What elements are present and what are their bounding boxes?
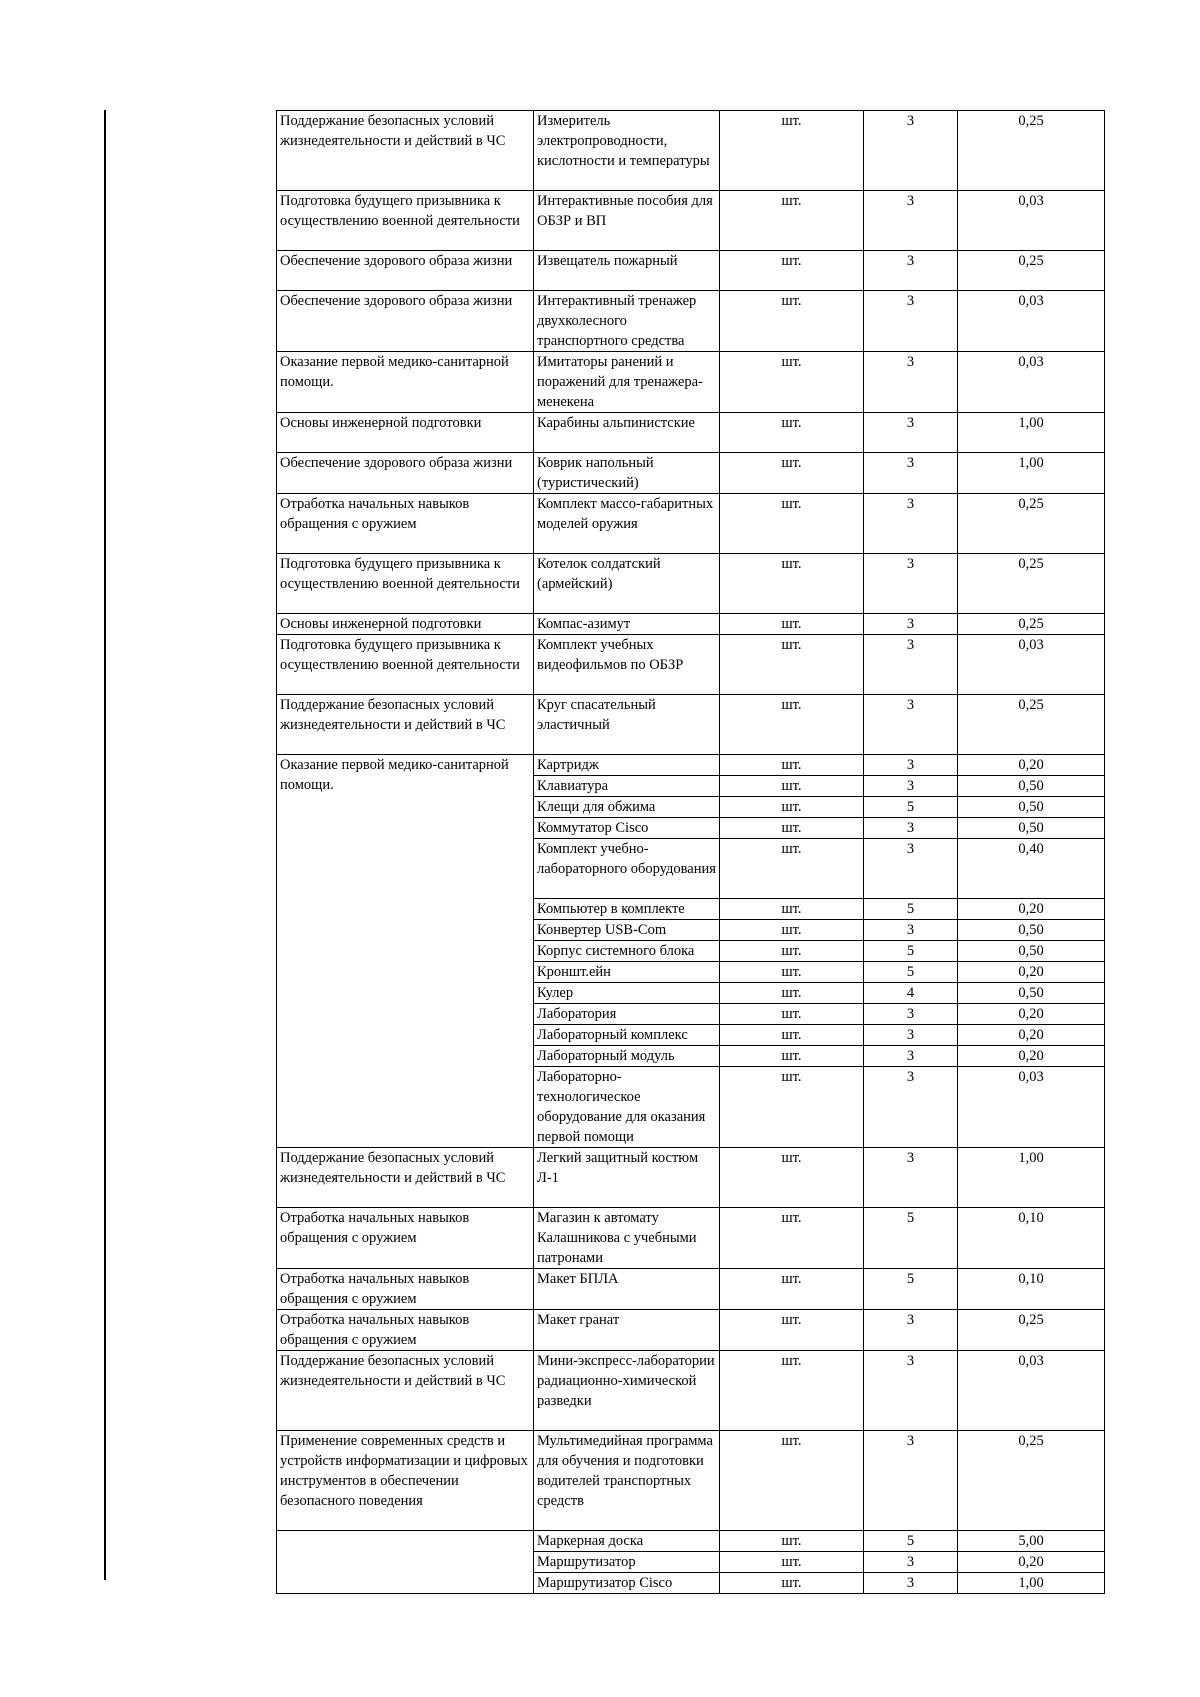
unit-cell: шт.: [720, 899, 864, 920]
equipment-table: [276, 110, 1105, 1594]
item-cell: Компьютер в комплекте: [534, 899, 720, 920]
coefficient-cell: 0,50: [958, 776, 1105, 797]
item-cell: Лабораторный комплекс: [534, 1025, 720, 1046]
coefficient-cell: 0,20: [958, 1025, 1105, 1046]
item-cell: Конвертер USB-Com: [534, 920, 720, 941]
coefficient-cell: 0,03: [958, 191, 1105, 251]
quantity-cell: 3: [864, 614, 958, 635]
coefficient-cell: 0,40: [958, 839, 1105, 899]
coefficient-cell: 0,03: [958, 1351, 1105, 1431]
item-cell: Лабораторный модуль: [534, 1046, 720, 1067]
item-cell: Маркерная доска: [534, 1531, 720, 1552]
unit-cell: шт.: [720, 797, 864, 818]
unit-cell: шт.: [720, 755, 864, 776]
item-cell: Коммутатор Cisco: [534, 818, 720, 839]
item-cell: Кроншт.ейн: [534, 962, 720, 983]
quantity-cell: 5: [864, 1208, 958, 1269]
quantity-cell: 3: [864, 635, 958, 695]
item-cell: Измеритель электропроводности, кислотности и температуры: [534, 111, 720, 191]
unit-cell: шт.: [720, 1067, 864, 1148]
item-cell: Клавиатура: [534, 776, 720, 797]
quantity-cell: 3: [864, 1310, 958, 1351]
item-cell: Комплект учебных видеофильмов по ОБЗР: [534, 635, 720, 695]
quantity-cell: 5: [864, 1531, 958, 1552]
quantity-cell: 3: [864, 554, 958, 614]
coefficient-cell: 1,00: [958, 453, 1105, 494]
coefficient-cell: 0,20: [958, 1004, 1105, 1025]
unit-cell: шт.: [720, 635, 864, 695]
unit-cell: шт.: [720, 111, 864, 191]
coefficient-cell: 0,10: [958, 1208, 1105, 1269]
item-cell: Магазин к автомату Калашникова с учебными патронами: [534, 1208, 720, 1269]
quantity-cell: 3: [864, 494, 958, 554]
coefficient-cell: 0,03: [958, 635, 1105, 695]
coefficient-cell: 0,25: [958, 251, 1105, 291]
table-row: [277, 614, 1105, 635]
table-row: [277, 453, 1105, 494]
coefficient-cell: 0,20: [958, 962, 1105, 983]
unit-cell: шт.: [720, 1431, 864, 1531]
item-cell: Карабины альпинистские: [534, 413, 720, 453]
unit-cell: шт.: [720, 1269, 864, 1310]
quantity-cell: 3: [864, 1148, 958, 1208]
coefficient-cell: 0,20: [958, 755, 1105, 776]
item-cell: Макет гранат: [534, 1310, 720, 1351]
unit-cell: шт.: [720, 695, 864, 755]
item-cell: Легкий защитный костюм Л-1: [534, 1148, 720, 1208]
unit-cell: шт.: [720, 1531, 864, 1552]
table-row: [277, 291, 1105, 352]
unit-cell: шт.: [720, 1573, 864, 1594]
unit-cell: шт.: [720, 1310, 864, 1351]
item-cell: Извещатель пожарный: [534, 251, 720, 291]
quantity-cell: 3: [864, 1025, 958, 1046]
equipment-table-body: [277, 111, 1105, 1594]
coefficient-cell: 0,20: [958, 899, 1105, 920]
unit-cell: шт.: [720, 554, 864, 614]
quantity-cell: 3: [864, 1573, 958, 1594]
section-cell: Поддержание безопасных условий жизнедеятельности и действий в ЧС: [277, 1148, 534, 1208]
unit-cell: шт.: [720, 818, 864, 839]
table-row: [277, 1431, 1105, 1531]
unit-cell: шт.: [720, 839, 864, 899]
unit-cell: шт.: [720, 920, 864, 941]
coefficient-cell: 1,00: [958, 1573, 1105, 1594]
quantity-cell: 3: [864, 352, 958, 413]
quantity-cell: 3: [864, 776, 958, 797]
coefficient-cell: 0,50: [958, 920, 1105, 941]
unit-cell: шт.: [720, 352, 864, 413]
coefficient-cell: 0,03: [958, 291, 1105, 352]
quantity-cell: 3: [864, 191, 958, 251]
quantity-cell: 3: [864, 413, 958, 453]
quantity-cell: 5: [864, 962, 958, 983]
table-row: [277, 1531, 1105, 1552]
table-row: [277, 1310, 1105, 1351]
table-row: [277, 1269, 1105, 1310]
table-row: [277, 635, 1105, 695]
coefficient-cell: 0,25: [958, 695, 1105, 755]
coefficient-cell: 0,20: [958, 1046, 1105, 1067]
quantity-cell: 3: [864, 839, 958, 899]
unit-cell: шт.: [720, 1552, 864, 1573]
quantity-cell: 5: [864, 797, 958, 818]
table-row: [277, 191, 1105, 251]
margin-rule: [104, 110, 106, 1580]
unit-cell: шт.: [720, 1004, 864, 1025]
quantity-cell: 3: [864, 920, 958, 941]
coefficient-cell: 5,00: [958, 1531, 1105, 1552]
item-cell: Клещи для обжима: [534, 797, 720, 818]
item-cell: Круг спасательный эластичный: [534, 695, 720, 755]
quantity-cell: 3: [864, 1004, 958, 1025]
unit-cell: шт.: [720, 1046, 864, 1067]
quantity-cell: 3: [864, 111, 958, 191]
coefficient-cell: 0,50: [958, 941, 1105, 962]
item-cell: Корпус системного блока: [534, 941, 720, 962]
section-cell: Основы инженерной подготовки: [277, 614, 534, 635]
unit-cell: шт.: [720, 983, 864, 1004]
quantity-cell: 3: [864, 695, 958, 755]
unit-cell: шт.: [720, 776, 864, 797]
section-cell: Отработка начальных навыков обращения с оружием: [277, 1269, 534, 1310]
coefficient-cell: 0,25: [958, 614, 1105, 635]
section-cell: Применение современных средств и устройств информатизации и цифровых инструментов в обеспечении безопасного поведения: [277, 1431, 534, 1531]
unit-cell: шт.: [720, 1148, 864, 1208]
item-cell: Макет БПЛА: [534, 1269, 720, 1310]
section-cell: Оказание первой медико-санитарной помощи.: [277, 755, 534, 1148]
item-cell: Интерактивный тренажер двухколесного транспортного средства: [534, 291, 720, 352]
coefficient-cell: 0,20: [958, 1552, 1105, 1573]
coefficient-cell: 1,00: [958, 1148, 1105, 1208]
table-row: [277, 251, 1105, 291]
quantity-cell: 3: [864, 755, 958, 776]
unit-cell: шт.: [720, 1351, 864, 1431]
section-cell: [277, 1531, 534, 1594]
section-cell: Подготовка будущего призывника к осуществлению военной деятельности: [277, 635, 534, 695]
item-cell: Комплект массо-габаритных моделей оружия: [534, 494, 720, 554]
unit-cell: шт.: [720, 614, 864, 635]
section-cell: Подготовка будущего призывника к осуществлению военной деятельности: [277, 554, 534, 614]
item-cell: Коврик напольный (туристический): [534, 453, 720, 494]
item-cell: Мини-экспресс-лаборатории радиационно-химической разведки: [534, 1351, 720, 1431]
coefficient-cell: 0,50: [958, 797, 1105, 818]
coefficient-cell: 0,25: [958, 1431, 1105, 1531]
quantity-cell: 3: [864, 251, 958, 291]
unit-cell: шт.: [720, 453, 864, 494]
section-cell: Поддержание безопасных условий жизнедеятельности и действий в ЧС: [277, 695, 534, 755]
quantity-cell: 3: [864, 1351, 958, 1431]
section-cell: Отработка начальных навыков обращения с оружием: [277, 1310, 534, 1351]
unit-cell: шт.: [720, 251, 864, 291]
coefficient-cell: 0,10: [958, 1269, 1105, 1310]
item-cell: Комплект учебно-лабораторного оборудования: [534, 839, 720, 899]
unit-cell: шт.: [720, 1025, 864, 1046]
table-row: [277, 111, 1105, 191]
quantity-cell: 3: [864, 1046, 958, 1067]
item-cell: Интерактивные пособия для ОБЗР и ВП: [534, 191, 720, 251]
unit-cell: шт.: [720, 941, 864, 962]
unit-cell: шт.: [720, 1208, 864, 1269]
section-cell: Обеспечение здорового образа жизни: [277, 251, 534, 291]
coefficient-cell: 1,00: [958, 413, 1105, 453]
table-row: [277, 554, 1105, 614]
section-cell: Подготовка будущего призывника к осуществлению военной деятельности: [277, 191, 534, 251]
unit-cell: шт.: [720, 494, 864, 554]
quantity-cell: 5: [864, 1269, 958, 1310]
item-cell: Картридж: [534, 755, 720, 776]
table-row: [277, 1148, 1105, 1208]
section-cell: Обеспечение здорового образа жизни: [277, 291, 534, 352]
item-cell: Лабораторно-технологическое оборудование для оказания первой помощи: [534, 1067, 720, 1148]
section-cell: Отработка начальных навыков обращения с оружием: [277, 1208, 534, 1269]
item-cell: Маршрутизатор: [534, 1552, 720, 1573]
item-cell: Имитаторы ранений и поражений для тренажера-менекена: [534, 352, 720, 413]
unit-cell: шт.: [720, 962, 864, 983]
coefficient-cell: 0,25: [958, 1310, 1105, 1351]
coefficient-cell: 0,25: [958, 494, 1105, 554]
quantity-cell: 3: [864, 818, 958, 839]
quantity-cell: 3: [864, 1431, 958, 1531]
quantity-cell: 5: [864, 899, 958, 920]
table-row: [277, 755, 1105, 776]
table-row: [277, 494, 1105, 554]
quantity-cell: 5: [864, 941, 958, 962]
unit-cell: шт.: [720, 413, 864, 453]
item-cell: Лаборатория: [534, 1004, 720, 1025]
coefficient-cell: 0,50: [958, 983, 1105, 1004]
item-cell: Мультимедийная программа для обучения и подготовки водителей транспортных средств: [534, 1431, 720, 1531]
section-cell: Поддержание безопасных условий жизнедеятельности и действий в ЧС: [277, 111, 534, 191]
unit-cell: шт.: [720, 191, 864, 251]
quantity-cell: 3: [864, 453, 958, 494]
coefficient-cell: 0,25: [958, 111, 1105, 191]
section-cell: Отработка начальных навыков обращения с оружием: [277, 494, 534, 554]
quantity-cell: 3: [864, 1067, 958, 1148]
item-cell: Маршрутизатор Cisco: [534, 1573, 720, 1594]
section-cell: Поддержание безопасных условий жизнедеятельности и действий в ЧС: [277, 1351, 534, 1431]
coefficient-cell: 0,03: [958, 352, 1105, 413]
quantity-cell: 3: [864, 1552, 958, 1573]
unit-cell: шт.: [720, 291, 864, 352]
item-cell: Кулер: [534, 983, 720, 1004]
table-row: [277, 1208, 1105, 1269]
coefficient-cell: 0,50: [958, 818, 1105, 839]
section-cell: Обеспечение здорового образа жизни: [277, 453, 534, 494]
table-row: [277, 352, 1105, 413]
table-row: [277, 413, 1105, 453]
section-cell: Основы инженерной подготовки: [277, 413, 534, 453]
coefficient-cell: 0,03: [958, 1067, 1105, 1148]
coefficient-cell: 0,25: [958, 554, 1105, 614]
item-cell: Котелок солдатский (армейский): [534, 554, 720, 614]
table-row: [277, 695, 1105, 755]
section-cell: Оказание первой медико-санитарной помощи.: [277, 352, 534, 413]
item-cell: Компас-азимут: [534, 614, 720, 635]
quantity-cell: 3: [864, 291, 958, 352]
table-row: [277, 1351, 1105, 1431]
quantity-cell: 4: [864, 983, 958, 1004]
